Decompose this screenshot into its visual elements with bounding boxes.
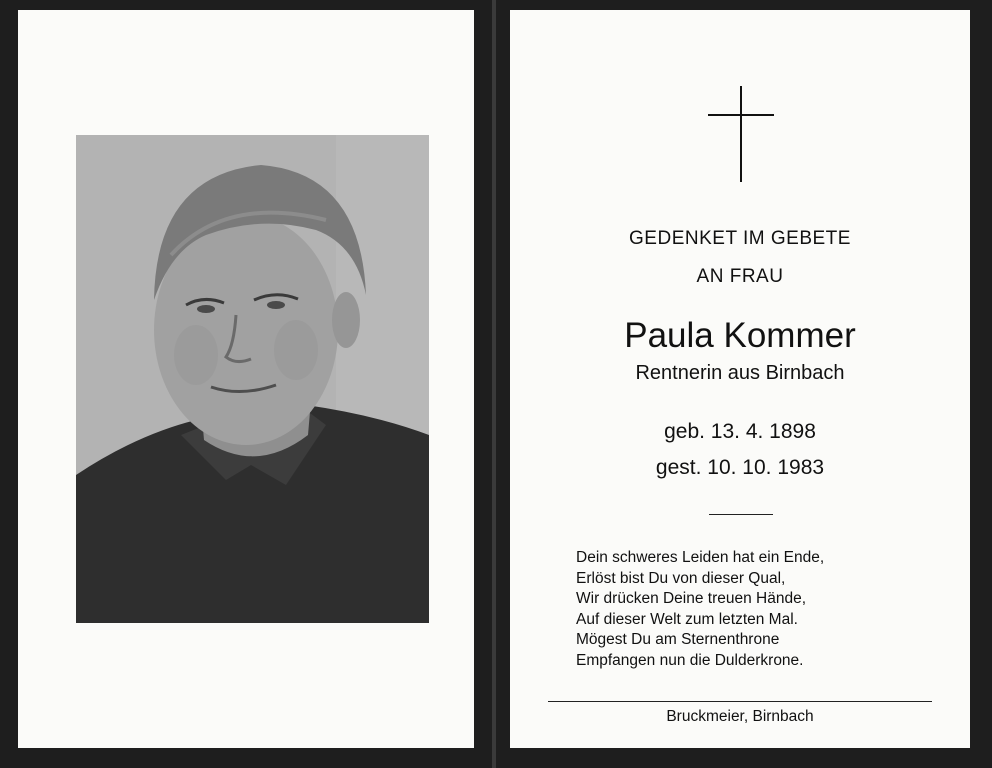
- divider-short: [709, 514, 773, 515]
- death-date: gest. 10. 10. 1983: [655, 456, 825, 479]
- portrait-photo: [76, 135, 429, 623]
- printer-credit: Bruckmeier, Birnbach: [666, 708, 814, 725]
- portrait-illustration: [76, 135, 429, 623]
- right-panel: [510, 10, 970, 748]
- deceased-name: Paula Kommer: [624, 316, 856, 355]
- divider-long: [548, 701, 932, 702]
- poem-line: Wir drücken Deine treuen Hände,: [576, 590, 807, 607]
- birth-date: geb. 13. 4. 1898: [664, 420, 816, 443]
- poem-line: Empfangen nun die Dulderkrone.: [576, 651, 804, 669]
- poem-line: Erlöst bist Du von dieser Qual,: [576, 569, 786, 587]
- poem: [576, 548, 956, 671]
- poem-line: Auf dieser Welt zum letzten Mal.: [576, 610, 798, 628]
- left-panel: [18, 10, 474, 748]
- poem-line: Mögest Du am Sternenthrone: [576, 631, 780, 648]
- cross-icon: [708, 86, 774, 182]
- heading-line-1: GEDENKET IM GEBETE: [629, 228, 851, 249]
- fold-spine: [492, 0, 496, 768]
- poem-line: Dein schweres Leiden hat ein Ende,: [576, 549, 825, 566]
- heading-line-2: AN FRAU: [696, 266, 784, 287]
- occupation: Rentnerin aus Birnbach: [635, 362, 845, 384]
